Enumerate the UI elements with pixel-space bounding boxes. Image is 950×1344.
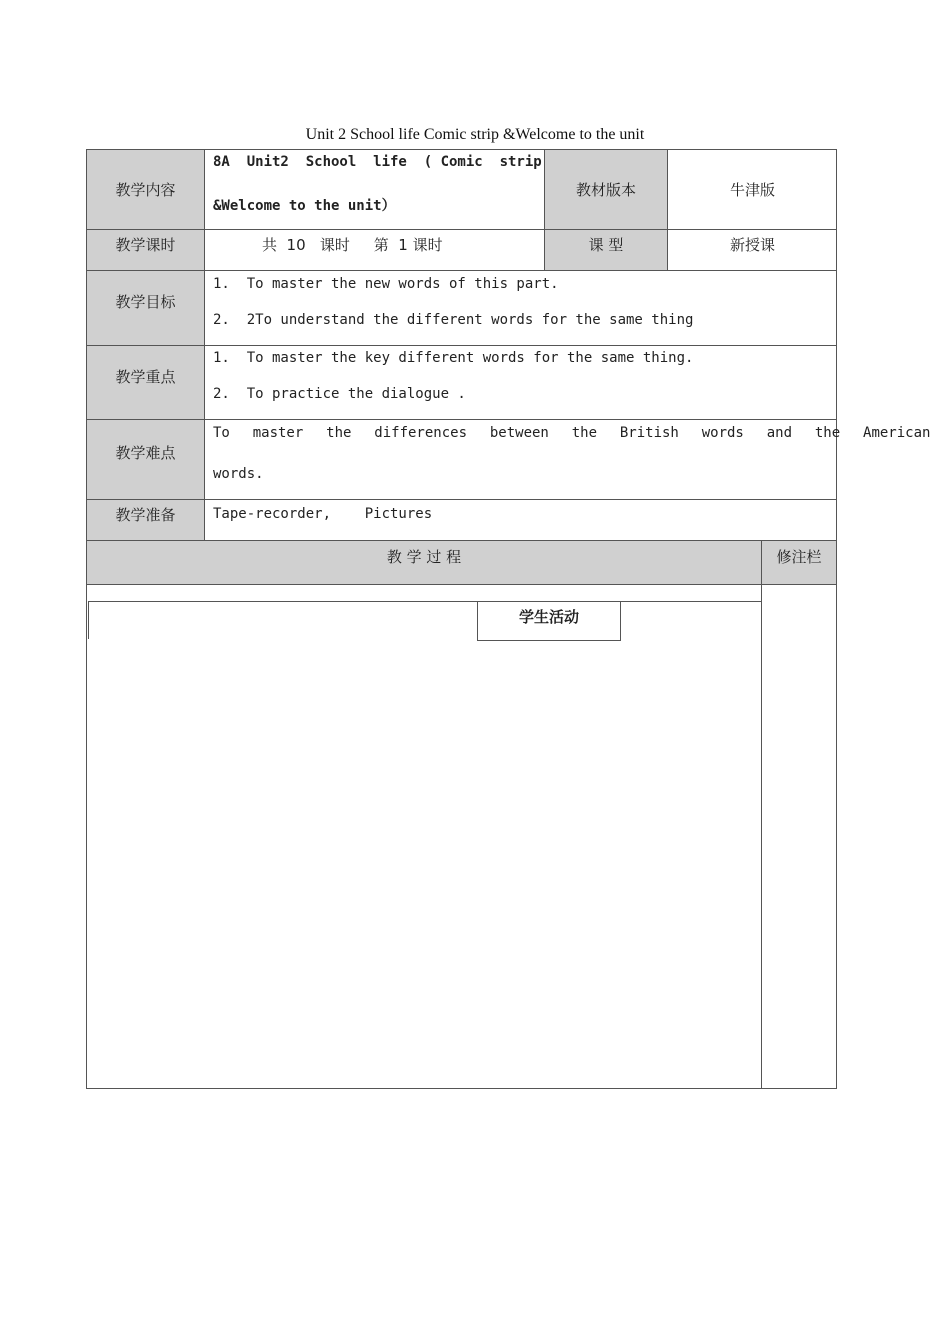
key-points-label: 教学重点 [115, 367, 176, 386]
type-label: 课 型 [588, 235, 624, 254]
student-activity-label: 学生活动 [518, 607, 579, 626]
key-points-item-1: 1. To master the key different words for the same thing. [213, 350, 694, 366]
row-divider [86, 584, 837, 585]
sub-table-left [88, 601, 89, 639]
hours-value: 共 10 课时 第 1 课时 [262, 236, 443, 254]
preparation-label: 教学准备 [115, 505, 176, 524]
type-value: 新授课 [729, 235, 775, 254]
page-title: Unit 2 School life Comic strip &Welcome to the unit [305, 126, 645, 143]
content-value-line1: 8A Unit2 School life ( Comic strip [213, 154, 542, 170]
edition-value: 牛津版 [729, 181, 775, 199]
difficulties-line-2: words. [213, 466, 264, 482]
key-points-item-2: 2. To practice the dialogue . [213, 386, 466, 402]
goals-label: 教学目标 [115, 292, 176, 311]
goals-item-2: 2. 2To understand the different words for the same thing [213, 312, 694, 328]
content-value-line2: &Welcome to the unit） [213, 198, 396, 214]
difficulties-label: 教学难点 [115, 443, 176, 462]
content-label: 教学内容 [115, 181, 176, 199]
edition-label: 教材版本 [575, 181, 636, 199]
notes-column-divider [761, 540, 762, 1089]
difficulties-line-1: To master the differences between the British words and the American [213, 425, 931, 441]
process-header: 教 学 过 程 [386, 547, 462, 566]
preparation-value: Tape-recorder, Pictures [213, 506, 433, 522]
hours-label: 教学课时 [115, 235, 176, 254]
goals-item-1: 1. To master the new words of this part. [213, 276, 559, 292]
notes-header: 修注栏 [776, 547, 822, 566]
sub-table-top [88, 601, 761, 602]
